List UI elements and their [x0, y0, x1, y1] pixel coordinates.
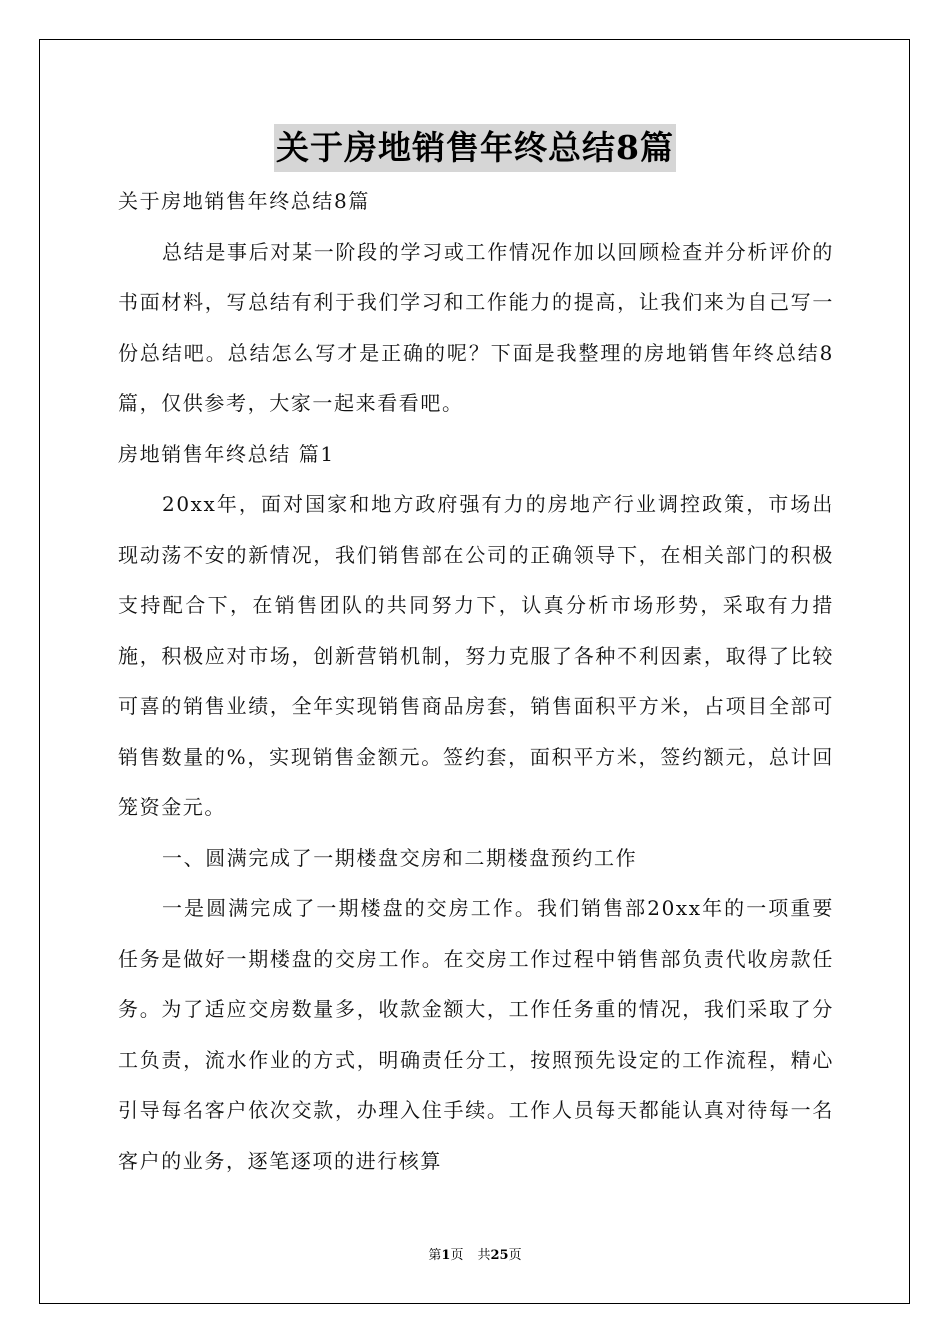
paragraph-body: 一是圆满完成了一期楼盘的交房工作。我们销售部20xx年的一项重要任务是做好一期楼盘的交房工作。在交房工作过程中销售部负责代收房款任务。为了适应交房数量多，收款金额大，工作任务重的情况，我们采取了分工负责，流水作业的方式，明确责任分工，按照预先设定的工作流程，精心引导每名客户依次交款，办理入住手续。工作人员每天都能认真对待每一名客户的业务，逐笔逐项的进行核算	[118, 896, 834, 1173]
total-suffix: 页	[508, 1248, 522, 1263]
document-body	[118, 176, 834, 1186]
page-number: 1	[441, 1248, 451, 1263]
paragraph-subtitle: 关于房地销售年终总结8篇	[118, 189, 370, 213]
paragraph-intro: 总结是事后对某一阶段的学习或工作情况作加以回顾检查并分析评价的书面材料，写总结有利于我们学习和工作能力的提高，让我们来为自己写一份总结吧。总结怎么写才是正确的呢？下面是我整理的房地销售年终总结8篇，仅供参考，大家一起来看看吧。	[118, 239, 834, 415]
page-total: 25	[490, 1248, 509, 1263]
section-heading: 房地销售年终总结 篇1	[118, 441, 335, 466]
paragraph-body: 20xx年，面对国家和地方政府强有力的房地产行业调控政策，市场出现动荡不安的新情况，我们销售部在公司的正确领导下，在相关部门的积极支持配合下，在销售团队的共同努力下，认真分析市场形势，采取有力措施，积极应对市场，创新营销机制，努力克服了各种不利因素，取得了比较可喜的销售业绩，全年实现销售商品房套，销售面积平方米，占项目全部可销售数量的%，实现销售金额元。签约套，面积平方米，签约额元，总计回笼资金元。	[118, 492, 834, 819]
page-footer	[0, 1244, 950, 1263]
document-title: 关于房地销售年终总结8篇	[274, 124, 676, 172]
title-container	[0, 124, 950, 172]
page-suffix: 页	[450, 1248, 464, 1263]
page-prefix: 第	[428, 1248, 442, 1263]
total-prefix: 共	[477, 1248, 491, 1263]
subsection-heading: 一、圆满完成了一期楼盘交房和二期楼盘预约工作	[162, 845, 638, 870]
